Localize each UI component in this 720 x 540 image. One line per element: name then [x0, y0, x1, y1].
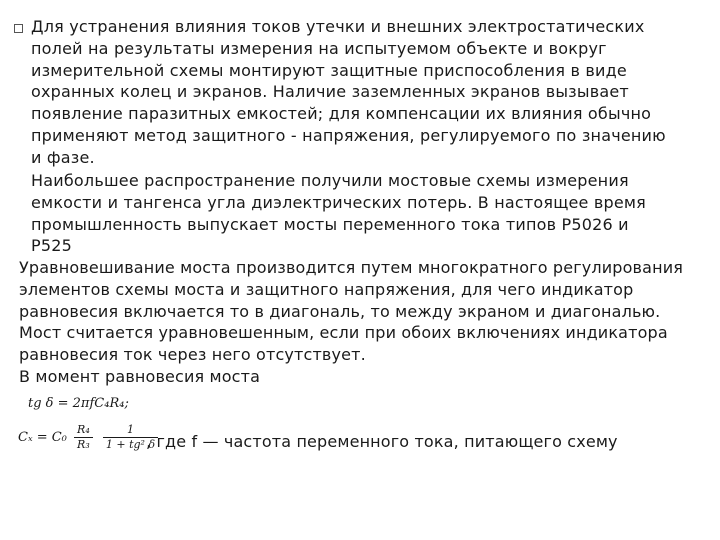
text-line: Для устранения влияния токов утечки и внешних электростатических [31, 17, 645, 36]
text-line: равновесия ток через него отсутствует. [19, 345, 366, 365]
text-line: измерительной схемы монтируют защитные приспособления в виде [31, 60, 627, 80]
fraction-r4-r3 [74, 423, 93, 452]
formula-capacitance [18, 423, 161, 452]
formula-tangent-delta: tg δ = 2πfC₄R₄; [28, 396, 129, 411]
fraction-numerator: R₄ [74, 423, 93, 438]
paragraph-bridge-circuits [31, 170, 711, 257]
fraction-denominator: 1 + tg² δ [105, 438, 156, 451]
paragraph-bridge-balancing [19, 257, 719, 388]
text-line: полей на результаты измерения на испытуемом объекте и вокруг [31, 38, 607, 58]
text-line: и фазе. [31, 147, 95, 167]
fraction-numerator: 1 [103, 423, 158, 438]
text-line: Р525 [31, 236, 72, 256]
text-line: Уравновешивание моста производится путем многократного регулирования [19, 258, 684, 277]
text-line: Наибольшее распространение получили мостовые схемы измерения [31, 171, 629, 190]
formula-explanation: , где f — частота переменного тока, питающего схему [146, 432, 618, 451]
text-line: охранных колец и экранов. Наличие заземленных экранов вызывает [31, 82, 629, 102]
fraction-denominator: R₃ [77, 438, 90, 451]
bullet-square-icon [14, 24, 23, 33]
text-line: элементов схемы моста и защитного напряжения, для чего индикатор [19, 279, 634, 299]
text-line: В момент равновесия моста [19, 366, 261, 386]
text-line: промышленность выпускает мосты переменного тока типов Р5026 и [31, 214, 629, 234]
text-line: равновесия включается то в диагональ, то между экраном и диагональю. [19, 301, 661, 321]
text-line: применяют метод защитного - напряжения, регулируемого по значению [31, 125, 666, 145]
text-line: емкости и тангенса угла диэлектрических потерь. В настоящее время [31, 192, 646, 212]
text-line: появление паразитных емкостей; для компенсации их влияния обычно [31, 104, 652, 124]
text-line: Мост считается уравновешенным, если при обоих включениях индикатора [19, 323, 668, 343]
formula-lhs: Cₓ = C₀ [18, 430, 67, 445]
paragraph-leakage-currents [31, 16, 711, 169]
